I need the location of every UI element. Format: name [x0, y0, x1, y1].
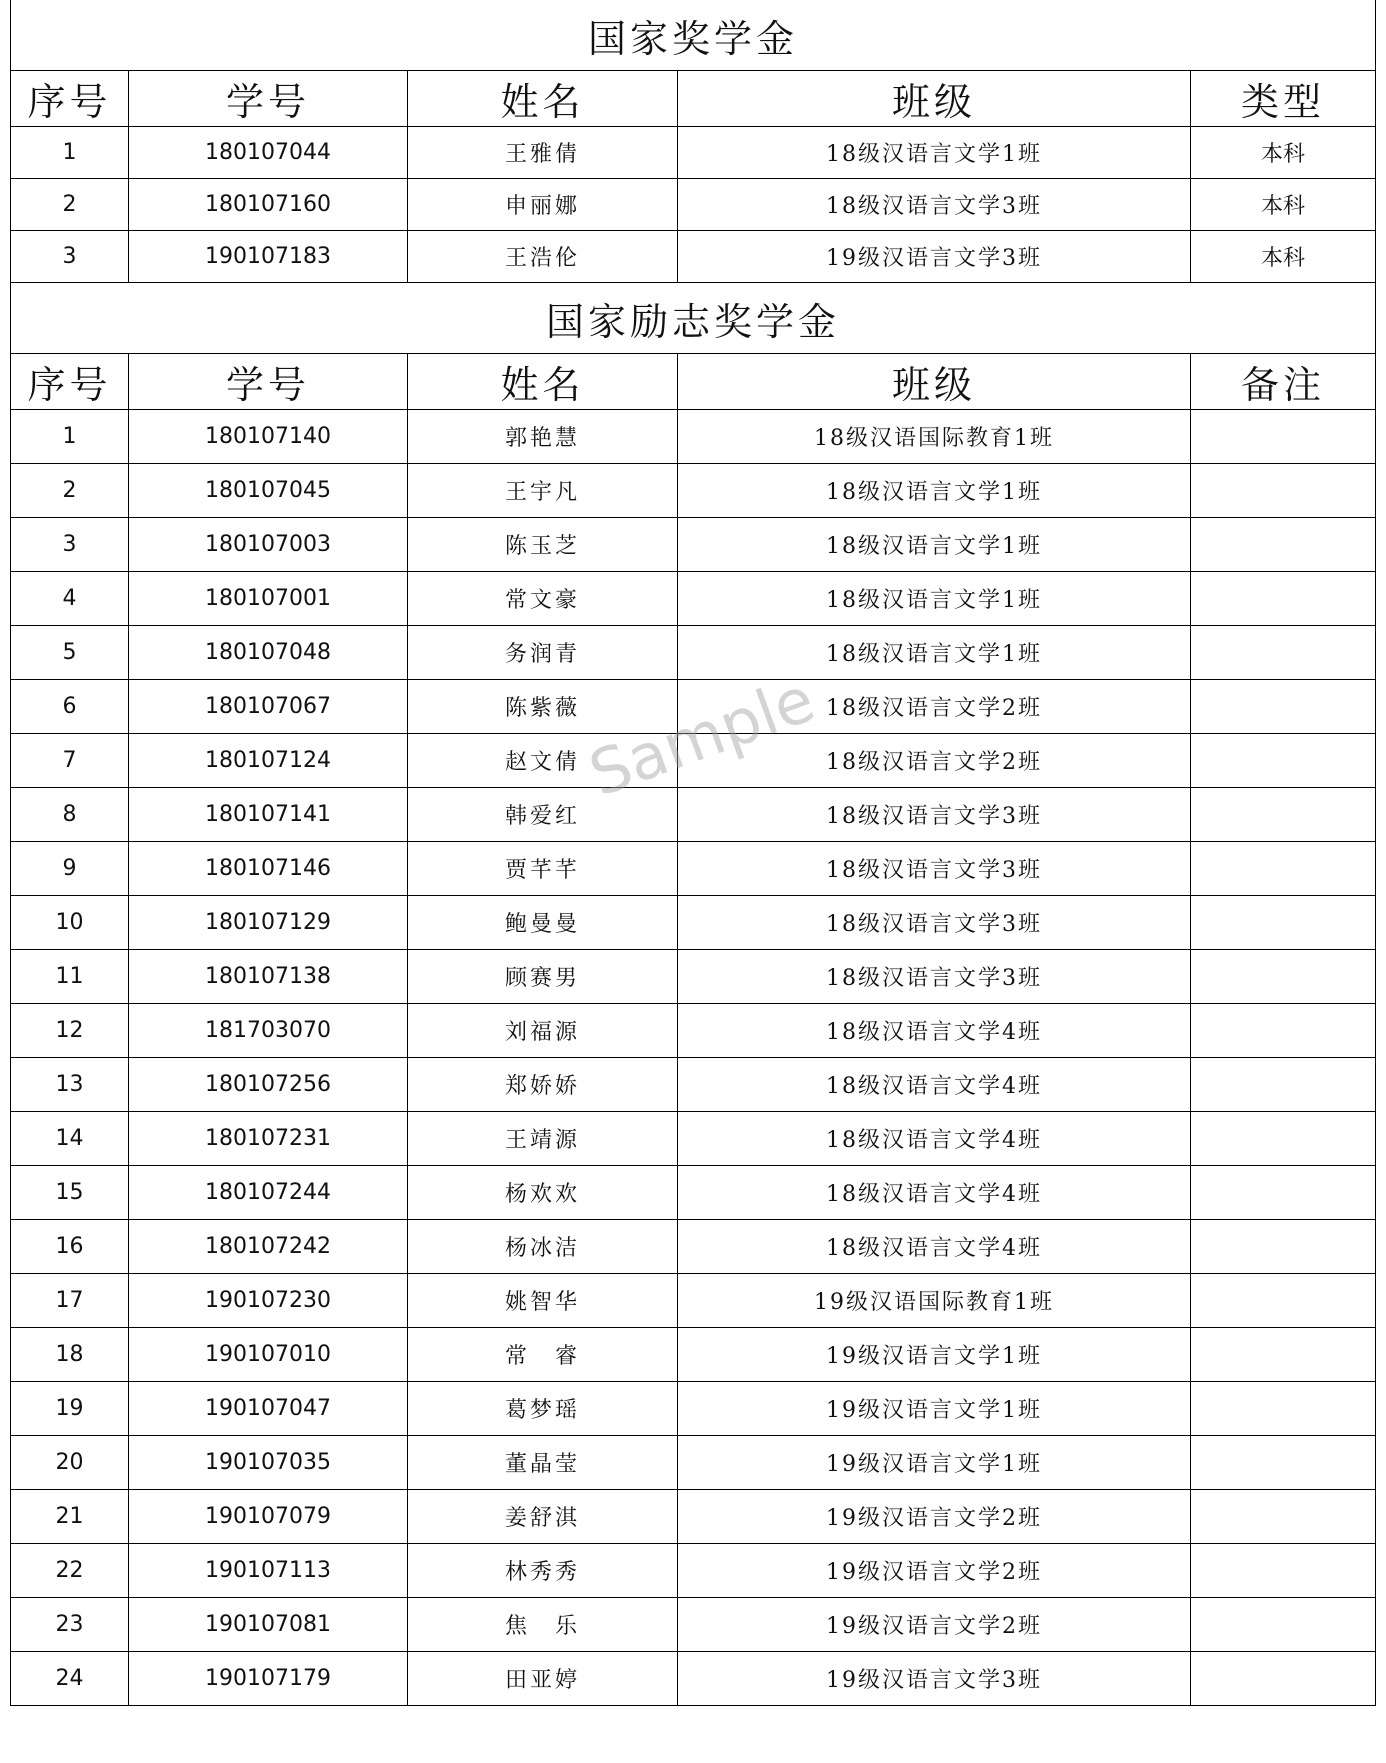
- cell-class: 19级汉语言文学1班: [678, 1436, 1191, 1490]
- cell-class: 18级汉语言文学1班: [678, 626, 1191, 680]
- cell-remark: [1191, 950, 1376, 1004]
- cell-class: 18级汉语言文学1班: [678, 572, 1191, 626]
- cell-remark: [1191, 842, 1376, 896]
- cell-student-id: 180107124: [129, 734, 408, 788]
- cell-name: 务润青: [408, 626, 678, 680]
- cell-student-id: 180107067: [129, 680, 408, 734]
- cell-remark: [1191, 896, 1376, 950]
- table-row: [11, 1166, 1376, 1220]
- table-row: [11, 231, 1376, 283]
- cell-index: 22: [11, 1544, 129, 1598]
- cell-class: 19级汉语言文学1班: [678, 1382, 1191, 1436]
- cell-name: 刘福源: [408, 1004, 678, 1058]
- cell-class: 18级汉语国际教育1班: [678, 410, 1191, 464]
- cell-student-id: 190107079: [129, 1490, 408, 1544]
- table-row: [11, 464, 1376, 518]
- cell-class: 19级汉语言文学3班: [678, 231, 1191, 283]
- cell-student-id: 190107035: [129, 1436, 408, 1490]
- cell-index: 20: [11, 1436, 129, 1490]
- cell-type: 本科: [1191, 231, 1376, 283]
- header-class: 班级: [678, 354, 1191, 410]
- cell-class: 19级汉语言文学3班: [678, 1652, 1191, 1706]
- cell-student-id: 180107160: [129, 179, 408, 231]
- cell-name: 赵文倩: [408, 734, 678, 788]
- table-row: [11, 680, 1376, 734]
- table-row: [11, 410, 1376, 464]
- cell-remark: [1191, 1382, 1376, 1436]
- cell-name: 陈玉芝: [408, 518, 678, 572]
- cell-index: 24: [11, 1652, 129, 1706]
- cell-name: 董晶莹: [408, 1436, 678, 1490]
- header-row: [11, 354, 1376, 410]
- cell-name: 常文豪: [408, 572, 678, 626]
- cell-class: 18级汉语言文学4班: [678, 1058, 1191, 1112]
- section-title-row: [11, 0, 1376, 71]
- cell-class: 18级汉语言文学1班: [678, 518, 1191, 572]
- cell-student-id: 180107138: [129, 950, 408, 1004]
- cell-name: 申丽娜: [408, 179, 678, 231]
- table-row: [11, 1220, 1376, 1274]
- table-row: [11, 950, 1376, 1004]
- section-title-row: [11, 283, 1376, 354]
- cell-index: 2: [11, 464, 129, 518]
- cell-student-id: 190107183: [129, 231, 408, 283]
- cell-index: 8: [11, 788, 129, 842]
- cell-remark: [1191, 1652, 1376, 1706]
- cell-class: 19级汉语言文学2班: [678, 1544, 1191, 1598]
- cell-index: 7: [11, 734, 129, 788]
- table-row: [11, 788, 1376, 842]
- cell-class: 18级汉语言文学1班: [678, 127, 1191, 179]
- cell-remark: [1191, 518, 1376, 572]
- cell-student-id: 190107113: [129, 1544, 408, 1598]
- cell-index: 18: [11, 1328, 129, 1382]
- cell-student-id: 190107047: [129, 1382, 408, 1436]
- cell-student-id: 180107242: [129, 1220, 408, 1274]
- cell-name: 杨欢欢: [408, 1166, 678, 1220]
- header-student-id: 学号: [129, 354, 408, 410]
- table-row: [11, 626, 1376, 680]
- cell-class: 18级汉语言文学3班: [678, 179, 1191, 231]
- cell-remark: [1191, 788, 1376, 842]
- cell-index: 4: [11, 572, 129, 626]
- cell-remark: [1191, 1166, 1376, 1220]
- cell-name: 姜舒淇: [408, 1490, 678, 1544]
- table-row: [11, 1058, 1376, 1112]
- cell-student-id: 180107256: [129, 1058, 408, 1112]
- cell-type: 本科: [1191, 179, 1376, 231]
- cell-class: 19级汉语国际教育1班: [678, 1274, 1191, 1328]
- cell-class: 18级汉语言文学2班: [678, 680, 1191, 734]
- cell-index: 1: [11, 127, 129, 179]
- table-body: [11, 0, 1376, 1706]
- cell-student-id: 180107048: [129, 626, 408, 680]
- cell-name: 贾芊芊: [408, 842, 678, 896]
- cell-remark: [1191, 1274, 1376, 1328]
- cell-index: 6: [11, 680, 129, 734]
- cell-name: 陈紫薇: [408, 680, 678, 734]
- cell-index: 9: [11, 842, 129, 896]
- cell-remark: [1191, 680, 1376, 734]
- table-row: [11, 1652, 1376, 1706]
- cell-name: 王雅倩: [408, 127, 678, 179]
- cell-index: 12: [11, 1004, 129, 1058]
- cell-index: 19: [11, 1382, 129, 1436]
- cell-student-id: 190107230: [129, 1274, 408, 1328]
- cell-index: 13: [11, 1058, 129, 1112]
- cell-student-id: 180107003: [129, 518, 408, 572]
- cell-name: 韩爱红: [408, 788, 678, 842]
- header-name: 姓名: [408, 71, 678, 127]
- cell-name: 葛梦瑶: [408, 1382, 678, 1436]
- cell-student-id: 180107044: [129, 127, 408, 179]
- cell-index: 11: [11, 950, 129, 1004]
- scholarship-table: [10, 0, 1376, 1706]
- cell-remark: [1191, 1436, 1376, 1490]
- cell-remark: [1191, 1220, 1376, 1274]
- cell-name: 杨冰洁: [408, 1220, 678, 1274]
- cell-index: 3: [11, 518, 129, 572]
- header-student-id: 学号: [129, 71, 408, 127]
- cell-class: 18级汉语言文学4班: [678, 1166, 1191, 1220]
- cell-remark: [1191, 1112, 1376, 1166]
- cell-index: 5: [11, 626, 129, 680]
- table-row: [11, 1436, 1376, 1490]
- header-row: [11, 71, 1376, 127]
- cell-name: 常 睿: [408, 1328, 678, 1382]
- cell-index: 17: [11, 1274, 129, 1328]
- table-row: [11, 1112, 1376, 1166]
- cell-student-id: 190107179: [129, 1652, 408, 1706]
- cell-class: 19级汉语言文学1班: [678, 1328, 1191, 1382]
- header-index: 序号: [11, 354, 129, 410]
- table-row: [11, 842, 1376, 896]
- cell-index: 21: [11, 1490, 129, 1544]
- table-row: [11, 1328, 1376, 1382]
- cell-class: 18级汉语言文学2班: [678, 734, 1191, 788]
- table-row: [11, 127, 1376, 179]
- table-row: [11, 572, 1376, 626]
- table-row: [11, 896, 1376, 950]
- cell-student-id: 180107146: [129, 842, 408, 896]
- cell-index: 3: [11, 231, 129, 283]
- table-row: [11, 1274, 1376, 1328]
- cell-class: 18级汉语言文学3班: [678, 950, 1191, 1004]
- cell-remark: [1191, 1490, 1376, 1544]
- cell-class: 19级汉语言文学2班: [678, 1490, 1191, 1544]
- header-name: 姓名: [408, 354, 678, 410]
- cell-name: 姚智华: [408, 1274, 678, 1328]
- cell-class: 18级汉语言文学1班: [678, 464, 1191, 518]
- cell-student-id: 181703070: [129, 1004, 408, 1058]
- table-row: [11, 1490, 1376, 1544]
- cell-student-id: 180107001: [129, 572, 408, 626]
- table-row: [11, 1382, 1376, 1436]
- cell-type: 本科: [1191, 127, 1376, 179]
- cell-name: 顾赛男: [408, 950, 678, 1004]
- cell-class: 18级汉语言文学4班: [678, 1220, 1191, 1274]
- cell-student-id: 180107141: [129, 788, 408, 842]
- cell-index: 2: [11, 179, 129, 231]
- cell-student-id: 190107081: [129, 1598, 408, 1652]
- cell-remark: [1191, 1058, 1376, 1112]
- table-row: [11, 1598, 1376, 1652]
- cell-student-id: 180107129: [129, 896, 408, 950]
- cell-student-id: 180107140: [129, 410, 408, 464]
- table-row: [11, 518, 1376, 572]
- cell-student-id: 190107010: [129, 1328, 408, 1382]
- cell-remark: [1191, 1004, 1376, 1058]
- cell-remark: [1191, 572, 1376, 626]
- cell-index: 1: [11, 410, 129, 464]
- cell-index: 16: [11, 1220, 129, 1274]
- cell-remark: [1191, 1544, 1376, 1598]
- cell-name: 王宇凡: [408, 464, 678, 518]
- cell-remark: [1191, 734, 1376, 788]
- cell-remark: [1191, 410, 1376, 464]
- national-scholarship-title: 国家奖学金: [11, 0, 1376, 71]
- table-row: [11, 1544, 1376, 1598]
- header-remark: 备注: [1191, 354, 1376, 410]
- cell-name: 鲍曼曼: [408, 896, 678, 950]
- table-row: [11, 734, 1376, 788]
- cell-name: 田亚婷: [408, 1652, 678, 1706]
- header-type: 类型: [1191, 71, 1376, 127]
- table-row: [11, 1004, 1376, 1058]
- cell-class: 18级汉语言文学4班: [678, 1112, 1191, 1166]
- cell-name: 郑娇娇: [408, 1058, 678, 1112]
- cell-class: 18级汉语言文学4班: [678, 1004, 1191, 1058]
- cell-student-id: 180107231: [129, 1112, 408, 1166]
- cell-class: 18级汉语言文学3班: [678, 842, 1191, 896]
- cell-student-id: 180107244: [129, 1166, 408, 1220]
- cell-class: 18级汉语言文学3班: [678, 896, 1191, 950]
- header-class: 班级: [678, 71, 1191, 127]
- cell-index: 14: [11, 1112, 129, 1166]
- cell-index: 10: [11, 896, 129, 950]
- cell-name: 王浩伦: [408, 231, 678, 283]
- cell-remark: [1191, 464, 1376, 518]
- cell-name: 林秀秀: [408, 1544, 678, 1598]
- cell-remark: [1191, 1328, 1376, 1382]
- cell-class: 18级汉语言文学3班: [678, 788, 1191, 842]
- cell-name: 郭艳慧: [408, 410, 678, 464]
- cell-index: 15: [11, 1166, 129, 1220]
- table-row: [11, 179, 1376, 231]
- cell-class: 19级汉语言文学2班: [678, 1598, 1191, 1652]
- cell-remark: [1191, 1598, 1376, 1652]
- sample-watermark: Sample: [580, 662, 824, 811]
- cell-remark: [1191, 626, 1376, 680]
- cell-name: 焦 乐: [408, 1598, 678, 1652]
- header-index: 序号: [11, 71, 129, 127]
- encouragement-scholarship-title: 国家励志奖学金: [11, 283, 1376, 354]
- cell-name: 王靖源: [408, 1112, 678, 1166]
- cell-student-id: 180107045: [129, 464, 408, 518]
- cell-index: 23: [11, 1598, 129, 1652]
